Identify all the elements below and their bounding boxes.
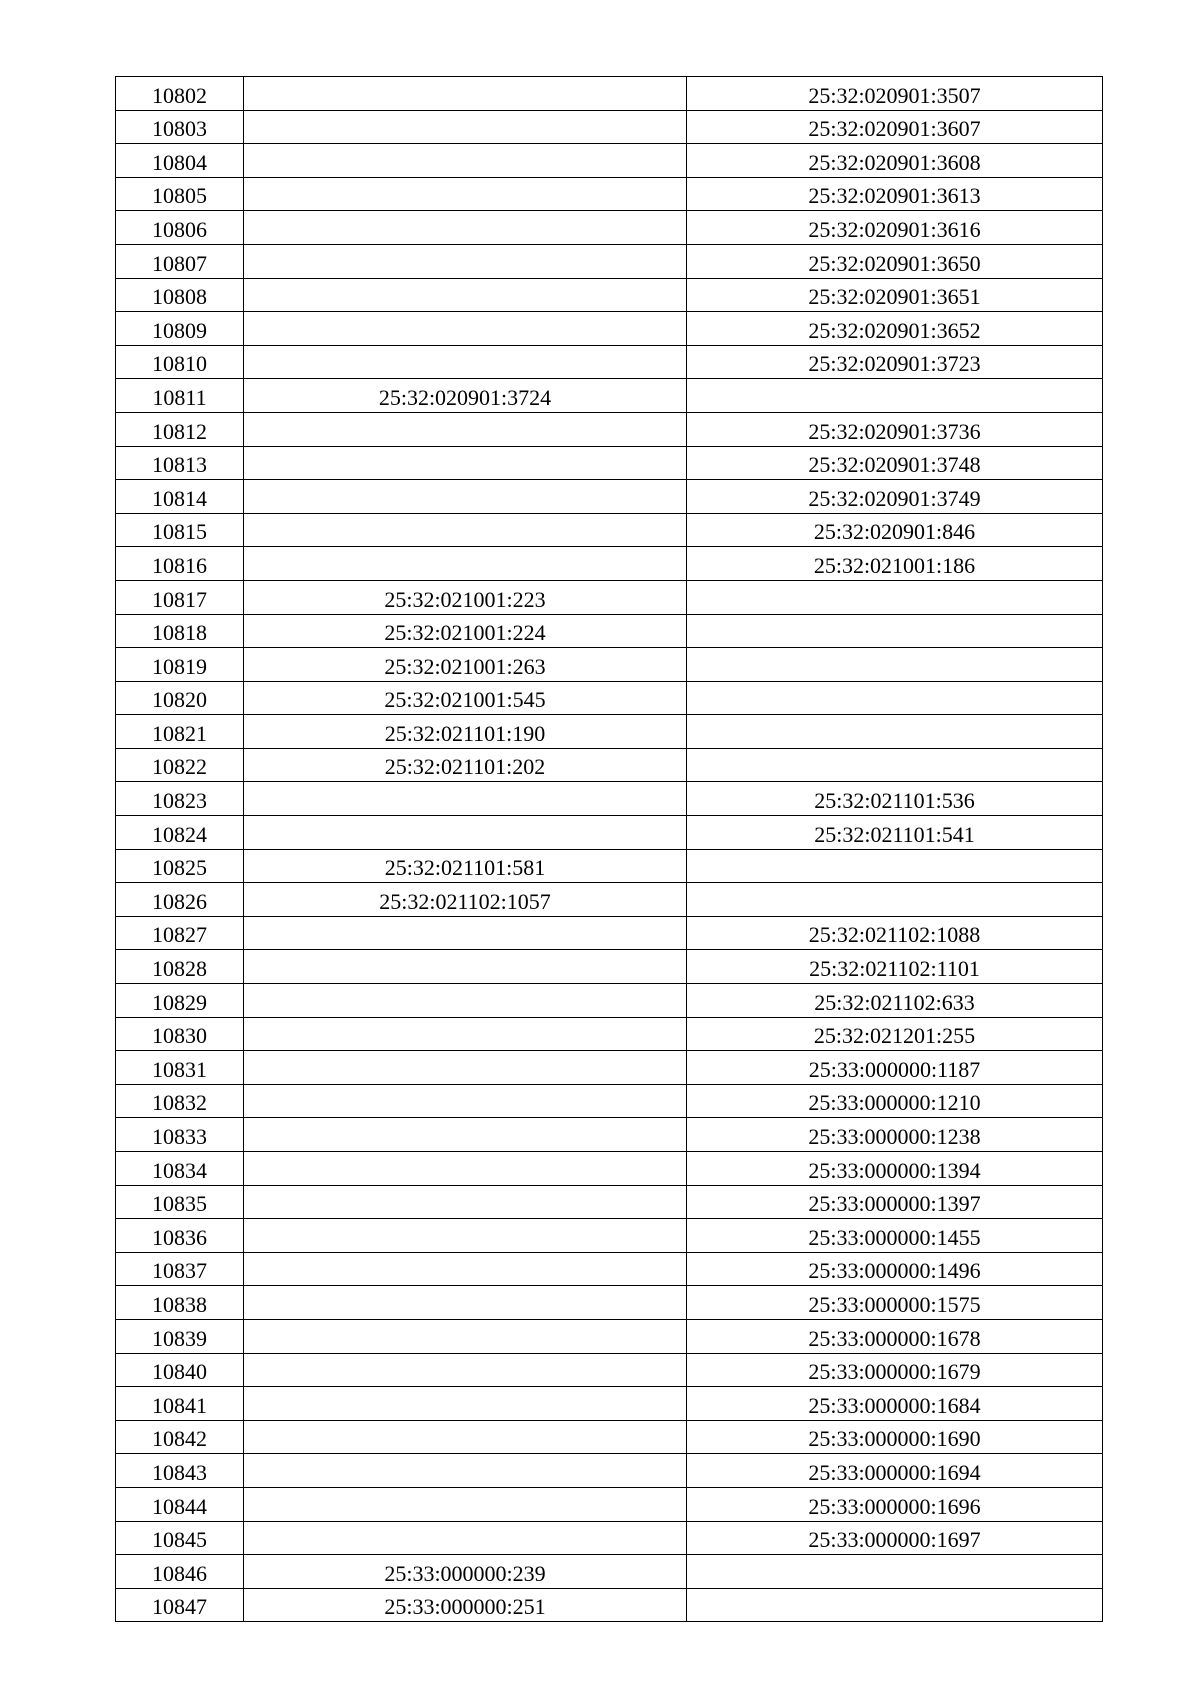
row-number-cell bbox=[116, 1487, 244, 1521]
cadastral-number-cell-col-b bbox=[687, 1118, 1103, 1152]
cadastral-number-cell-col-b-text: 25:32:021102:1101 bbox=[809, 956, 980, 982]
cadastral-number-cell-col-b-text: 25:32:021102:633 bbox=[814, 989, 975, 1015]
table-row bbox=[116, 1420, 1103, 1454]
cadastral-number-cell-col-b-text: 25:32:020901:3749 bbox=[808, 485, 981, 511]
cadastral-number-cell-col-a bbox=[244, 1454, 687, 1488]
cadastral-number-cell-col-a-text: 25:32:021001:545 bbox=[384, 687, 546, 713]
cadastral-number-cell-col-a bbox=[244, 1017, 687, 1051]
table-row bbox=[116, 748, 1103, 782]
cadastral-number-cell-col-a bbox=[244, 580, 687, 614]
row-number-cell-text: 10803 bbox=[152, 116, 207, 142]
cadastral-number-cell-col-b bbox=[687, 883, 1103, 917]
cadastral-number-cell-col-a bbox=[244, 1152, 687, 1186]
row-number-cell-text: 10844 bbox=[152, 1493, 207, 1519]
row-number-cell-text: 10823 bbox=[152, 788, 207, 814]
table-row bbox=[116, 782, 1103, 816]
cadastral-number-cell-col-b-text: 25:33:000000:1679 bbox=[808, 1359, 981, 1385]
row-number-cell bbox=[116, 782, 244, 816]
row-number-cell-text: 10835 bbox=[152, 1191, 207, 1217]
cadastral-number-cell-col-a bbox=[244, 1588, 687, 1622]
cadastral-number-cell-col-a-text: 25:32:021102:1057 bbox=[379, 888, 551, 914]
row-number-cell bbox=[116, 1017, 244, 1051]
row-number-cell bbox=[116, 513, 244, 547]
table-row bbox=[116, 446, 1103, 480]
row-number-cell bbox=[116, 950, 244, 984]
table-row bbox=[116, 1152, 1103, 1186]
row-number-cell-text: 10808 bbox=[152, 284, 207, 310]
cadastral-number-cell-col-b bbox=[687, 110, 1103, 144]
row-number-cell bbox=[116, 614, 244, 648]
cadastral-number-cell-col-b bbox=[687, 278, 1103, 312]
row-number-cell bbox=[116, 681, 244, 715]
cadastral-number-cell-col-b-text: 25:32:020901:3748 bbox=[808, 452, 981, 478]
row-number-cell bbox=[116, 1454, 244, 1488]
row-number-cell bbox=[116, 1051, 244, 1085]
cadastral-number-cell-col-b-text: 25:33:000000:1697 bbox=[808, 1527, 981, 1553]
table-row bbox=[116, 110, 1103, 144]
cadastral-number-cell-col-b-text: 25:32:020901:846 bbox=[813, 519, 976, 545]
row-number-cell bbox=[116, 715, 244, 749]
cadastral-number-cell-col-b bbox=[687, 446, 1103, 480]
cadastral-number-cell-col-b bbox=[687, 849, 1103, 883]
cadastral-number-cell-col-a bbox=[244, 782, 687, 816]
cadastral-number-cell-col-b bbox=[687, 648, 1103, 682]
cadastral-number-cell-col-b bbox=[687, 1387, 1103, 1421]
table-row bbox=[116, 1588, 1103, 1622]
cadastral-number-cell-col-a-text: 25:33:000000:239 bbox=[384, 1560, 546, 1586]
row-number-cell bbox=[116, 446, 244, 480]
table-row bbox=[116, 816, 1103, 850]
cadastral-number-cell-col-b-text: 25:32:020901:3507 bbox=[808, 82, 981, 108]
row-number-cell-text: 10805 bbox=[152, 183, 207, 209]
row-number-cell-text: 10810 bbox=[152, 351, 207, 377]
cadastral-number-cell-col-b-text: 25:32:020901:3616 bbox=[808, 216, 981, 242]
table-row bbox=[116, 916, 1103, 950]
cadastral-number-cell-col-b bbox=[687, 580, 1103, 614]
cadastral-number-cell-col-a bbox=[244, 681, 687, 715]
row-number-cell-text: 10829 bbox=[152, 989, 207, 1015]
cadastral-number-cell-col-b-text: 25:32:020901:3651 bbox=[808, 284, 981, 310]
row-number-cell-text: 10804 bbox=[152, 149, 207, 175]
cadastral-number-cell-col-b-text: 25:33:000000:1678 bbox=[808, 1325, 981, 1351]
cadastral-number-cell-col-a bbox=[244, 816, 687, 850]
cadastral-number-cell-col-b-text: 25:33:000000:1575 bbox=[808, 1291, 981, 1317]
table-row bbox=[116, 1319, 1103, 1353]
cadastral-number-cell-col-b bbox=[687, 312, 1103, 346]
row-number-cell-text: 10807 bbox=[152, 250, 207, 276]
row-number-cell bbox=[116, 916, 244, 950]
row-number-cell bbox=[116, 1319, 244, 1353]
cadastral-number-cell-col-b-text: 25:33:000000:1394 bbox=[808, 1157, 981, 1183]
cadastral-number-cell-col-b bbox=[687, 412, 1103, 446]
row-number-cell bbox=[116, 345, 244, 379]
table-row bbox=[116, 1185, 1103, 1219]
row-number-cell-text: 10817 bbox=[152, 586, 207, 612]
cadastral-number-cell-col-a bbox=[244, 177, 687, 211]
cadastral-number-cell-col-b bbox=[687, 1017, 1103, 1051]
row-number-cell-text: 10828 bbox=[152, 956, 207, 982]
row-number-cell-text: 10845 bbox=[152, 1527, 207, 1553]
cadastral-number-cell-col-a bbox=[244, 984, 687, 1018]
row-number-cell bbox=[116, 1185, 244, 1219]
table-row bbox=[116, 480, 1103, 514]
cadastral-number-cell-col-b-text: 25:33:000000:1210 bbox=[808, 1090, 981, 1116]
cadastral-number-cell-col-b bbox=[687, 1051, 1103, 1085]
cadastral-number-cell-col-b bbox=[687, 547, 1103, 581]
cadastral-number-cell-col-b bbox=[687, 345, 1103, 379]
table-row bbox=[116, 849, 1103, 883]
cadastral-number-cell-col-a-text: 25:32:021001:263 bbox=[384, 653, 546, 679]
cadastral-number-cell-col-a-text: 25:32:020901:3724 bbox=[378, 384, 552, 410]
row-number-cell-text: 10806 bbox=[152, 216, 207, 242]
row-number-cell bbox=[116, 1286, 244, 1320]
table-body bbox=[116, 77, 1103, 1622]
row-number-cell bbox=[116, 849, 244, 883]
row-number-cell bbox=[116, 144, 244, 178]
cadastral-number-cell-col-a bbox=[244, 244, 687, 278]
row-number-cell bbox=[116, 580, 244, 614]
row-number-cell-text: 10840 bbox=[152, 1359, 207, 1385]
row-number-cell-text: 10832 bbox=[152, 1090, 207, 1116]
row-number-cell-text: 10825 bbox=[152, 855, 207, 881]
cadastral-number-cell-col-a bbox=[244, 345, 687, 379]
table-row bbox=[116, 547, 1103, 581]
row-number-cell-text: 10830 bbox=[152, 1023, 207, 1049]
row-number-cell-text: 10841 bbox=[152, 1392, 207, 1418]
table-row bbox=[116, 144, 1103, 178]
cadastral-number-cell-col-a bbox=[244, 1252, 687, 1286]
cadastral-number-cell-col-b-text: 25:32:021101:536 bbox=[814, 788, 975, 814]
table-row bbox=[116, 648, 1103, 682]
cadastral-number-cell-col-b bbox=[687, 1252, 1103, 1286]
row-number-cell bbox=[116, 177, 244, 211]
cadastral-number-cell-col-a bbox=[244, 1487, 687, 1521]
cadastral-number-cell-col-a bbox=[244, 77, 687, 111]
row-number-cell bbox=[116, 1555, 244, 1589]
table-row bbox=[116, 1017, 1103, 1051]
table-row bbox=[116, 715, 1103, 749]
row-number-cell bbox=[116, 1118, 244, 1152]
row-number-cell-text: 10815 bbox=[152, 519, 207, 545]
cadastral-number-cell-col-a bbox=[244, 715, 687, 749]
cadastral-number-cell-col-b-text: 25:33:000000:1684 bbox=[808, 1392, 981, 1418]
row-number-cell bbox=[116, 816, 244, 850]
cadastral-number-cell-col-b bbox=[687, 244, 1103, 278]
cadastral-number-cell-col-b bbox=[687, 1152, 1103, 1186]
table-row bbox=[116, 1286, 1103, 1320]
cadastral-number-cell-col-b-text: 25:33:000000:1397 bbox=[808, 1191, 981, 1217]
table-row bbox=[116, 1454, 1103, 1488]
row-number-cell bbox=[116, 1420, 244, 1454]
row-number-cell-text: 10814 bbox=[152, 485, 207, 511]
table-row bbox=[116, 513, 1103, 547]
row-number-cell bbox=[116, 110, 244, 144]
cadastral-number-cell-col-a bbox=[244, 446, 687, 480]
row-number-cell-text: 10809 bbox=[152, 317, 207, 343]
cadastral-number-cell-col-b bbox=[687, 950, 1103, 984]
cadastral-number-cell-col-b bbox=[687, 1219, 1103, 1253]
table-row bbox=[116, 950, 1103, 984]
cadastral-number-cell-col-a bbox=[244, 1118, 687, 1152]
row-number-cell-text: 10827 bbox=[152, 922, 207, 948]
row-number-cell-text: 10822 bbox=[152, 754, 207, 780]
table-row bbox=[116, 984, 1103, 1018]
table-row bbox=[116, 681, 1103, 715]
cadastral-number-cell-col-b bbox=[687, 144, 1103, 178]
cadastral-number-cell-col-a bbox=[244, 1286, 687, 1320]
row-number-cell-text: 10816 bbox=[152, 552, 207, 578]
table-row bbox=[116, 883, 1103, 917]
cadastral-number-cell-col-b bbox=[687, 1185, 1103, 1219]
cadastral-number-cell-col-a bbox=[244, 1219, 687, 1253]
table-row bbox=[116, 379, 1103, 413]
cadastral-number-cell-col-b bbox=[687, 1521, 1103, 1555]
cadastral-number-cell-col-a-text: 25:32:021001:224 bbox=[384, 620, 546, 646]
cadastral-number-cell-col-b bbox=[687, 816, 1103, 850]
cadastral-number-cell-col-b bbox=[687, 1353, 1103, 1387]
cadastral-number-cell-col-a bbox=[244, 1185, 687, 1219]
row-number-cell bbox=[116, 984, 244, 1018]
row-number-cell-text: 10811 bbox=[152, 384, 207, 410]
cadastral-number-cell-col-b-text: 25:33:000000:1187 bbox=[808, 1056, 981, 1082]
table-row bbox=[116, 1084, 1103, 1118]
table-row bbox=[116, 211, 1103, 245]
cadastral-number-cell-col-a bbox=[244, 1420, 687, 1454]
cadastral-number-cell-col-a bbox=[244, 278, 687, 312]
cadastral-number-cell-col-b bbox=[687, 984, 1103, 1018]
row-number-cell-text: 10837 bbox=[152, 1258, 207, 1284]
cadastral-number-cell-col-a bbox=[244, 379, 687, 413]
cadastral-number-cell-col-a bbox=[244, 883, 687, 917]
cadastral-number-cell-col-b-text: 25:33:000000:1238 bbox=[808, 1124, 981, 1149]
cadastral-number-cell-col-a-text: 25:32:021101:581 bbox=[384, 855, 546, 881]
table-row bbox=[116, 1252, 1103, 1286]
cadastral-number-cell-col-b-text: 25:32:020901:3613 bbox=[808, 183, 981, 209]
cadastral-number-cell-col-a bbox=[244, 1521, 687, 1555]
cadastral-number-cell-col-a bbox=[244, 211, 687, 245]
row-number-cell-text: 10843 bbox=[152, 1459, 207, 1485]
row-number-cell bbox=[116, 1521, 244, 1555]
row-number-cell-text: 10836 bbox=[152, 1224, 207, 1250]
cadastral-number-cell-col-a bbox=[244, 480, 687, 514]
cadastral-number-cell-col-b-text: 25:32:020901:3652 bbox=[808, 317, 981, 343]
cadastral-number-cell-col-b bbox=[687, 1588, 1103, 1622]
cadastral-number-cell-col-b bbox=[687, 1420, 1103, 1454]
cadastral-number-cell-col-b bbox=[687, 480, 1103, 514]
cadastral-number-cell-col-b bbox=[687, 681, 1103, 715]
cadastral-number-cell-col-b-text: 25:32:020901:3608 bbox=[808, 149, 981, 175]
cadastral-number-cell-col-a bbox=[244, 144, 687, 178]
row-number-cell-text: 10831 bbox=[152, 1056, 207, 1082]
row-number-cell bbox=[116, 547, 244, 581]
row-number-cell-text: 10820 bbox=[152, 687, 207, 713]
table-row bbox=[116, 1521, 1103, 1555]
table-row bbox=[116, 614, 1103, 648]
table-row bbox=[116, 412, 1103, 446]
row-number-cell bbox=[116, 77, 244, 111]
cadastral-number-cell-col-a bbox=[244, 614, 687, 648]
cadastral-number-cell-col-b bbox=[687, 715, 1103, 749]
row-number-cell bbox=[116, 1219, 244, 1253]
cadastral-number-cell-col-b-text: 25:33:000000:1496 bbox=[808, 1258, 981, 1284]
cadastral-number-cell-col-a bbox=[244, 1084, 687, 1118]
cadastral-number-cell-col-a-text: 25:33:000000:251 bbox=[384, 1594, 546, 1620]
cadastral-number-cell-col-b-text: 25:33:000000:1455 bbox=[808, 1224, 981, 1250]
row-number-cell-text: 10834 bbox=[152, 1157, 207, 1183]
table-row bbox=[116, 345, 1103, 379]
row-number-cell-text: 10824 bbox=[152, 821, 207, 847]
cadastral-number-cell-col-a bbox=[244, 1555, 687, 1589]
row-number-cell-text: 10846 bbox=[152, 1560, 207, 1586]
cadastral-number-cell-col-a bbox=[244, 1353, 687, 1387]
row-number-cell bbox=[116, 1152, 244, 1186]
cadastral-number-cell-col-b bbox=[687, 1319, 1103, 1353]
row-number-cell bbox=[116, 1084, 244, 1118]
row-number-cell-text: 10839 bbox=[152, 1325, 207, 1351]
row-number-cell-text: 10838 bbox=[152, 1291, 207, 1317]
cadastral-number-cell-col-b-text: 25:32:021201:255 bbox=[813, 1023, 976, 1049]
table-row bbox=[116, 1353, 1103, 1387]
table-row bbox=[116, 1487, 1103, 1521]
row-number-cell-text: 10818 bbox=[152, 620, 207, 646]
cadastral-number-cell-col-a bbox=[244, 916, 687, 950]
cadastral-number-cell-col-b bbox=[687, 614, 1103, 648]
cadastral-number-cell-col-a bbox=[244, 312, 687, 346]
row-number-cell-text: 10826 bbox=[152, 888, 207, 914]
cadastral-number-cell-col-b bbox=[687, 177, 1103, 211]
table-row bbox=[116, 177, 1103, 211]
table-row bbox=[116, 77, 1103, 111]
row-number-cell-text: 10819 bbox=[152, 653, 207, 679]
row-number-cell-text: 10847 bbox=[152, 1594, 207, 1620]
cadastral-number-cell-col-b bbox=[687, 77, 1103, 111]
row-number-cell bbox=[116, 1588, 244, 1622]
cadastral-number-cell-col-b bbox=[687, 211, 1103, 245]
table-row bbox=[116, 580, 1103, 614]
table-row bbox=[116, 244, 1103, 278]
row-number-cell bbox=[116, 1353, 244, 1387]
cadastral-number-cell-col-a bbox=[244, 748, 687, 782]
cadastral-number-cell-col-b bbox=[687, 1286, 1103, 1320]
cadastral-number-cell-col-b bbox=[687, 1454, 1103, 1488]
row-number-cell bbox=[116, 883, 244, 917]
cadastral-number-cell-col-b bbox=[687, 1555, 1103, 1589]
table-row bbox=[116, 1219, 1103, 1253]
row-number-cell bbox=[116, 480, 244, 514]
cadastral-number-cell-col-b-text: 25:32:021001:186 bbox=[813, 552, 976, 578]
row-number-cell bbox=[116, 412, 244, 446]
cadastral-number-cell-col-b-text: 25:33:000000:1690 bbox=[808, 1426, 981, 1452]
cadastral-number-cell-col-a bbox=[244, 950, 687, 984]
row-number-cell bbox=[116, 312, 244, 346]
row-number-cell bbox=[116, 379, 244, 413]
table-row bbox=[116, 312, 1103, 346]
cadastral-number-cell-col-a-text: 25:32:021001:223 bbox=[384, 586, 546, 612]
row-number-cell-text: 10813 bbox=[152, 452, 207, 478]
row-number-cell-text: 10821 bbox=[152, 720, 207, 746]
cadastral-number-cell-col-b bbox=[687, 748, 1103, 782]
cadastral-number-cell-col-a bbox=[244, 648, 687, 682]
table-row bbox=[116, 1118, 1103, 1152]
table-row bbox=[116, 1555, 1103, 1589]
row-number-cell bbox=[116, 1387, 244, 1421]
row-number-cell bbox=[116, 648, 244, 682]
row-number-cell bbox=[116, 1252, 244, 1286]
row-number-cell bbox=[116, 244, 244, 278]
row-number-cell bbox=[116, 211, 244, 245]
cadastral-number-cell-col-a bbox=[244, 513, 687, 547]
cadastral-number-cell-col-a bbox=[244, 849, 687, 883]
cadastral-numbers-table bbox=[115, 76, 1103, 1622]
cadastral-number-cell-col-b bbox=[687, 513, 1103, 547]
cadastral-number-cell-col-b bbox=[687, 1487, 1103, 1521]
cadastral-number-cell-col-b-text: 25:33:000000:1696 bbox=[808, 1493, 981, 1519]
table-row bbox=[116, 1387, 1103, 1421]
cadastral-number-cell-col-b-text: 25:32:020901:3723 bbox=[808, 351, 981, 377]
cadastral-number-cell-col-a bbox=[244, 110, 687, 144]
cadastral-number-cell-col-a bbox=[244, 412, 687, 446]
cadastral-number-cell-col-b-text: 25:32:020901:3607 bbox=[808, 116, 981, 142]
cadastral-number-cell-col-b-text: 25:33:000000:1694 bbox=[808, 1459, 981, 1485]
row-number-cell-text: 10833 bbox=[152, 1124, 207, 1149]
row-number-cell bbox=[116, 748, 244, 782]
row-number-cell-text: 10842 bbox=[152, 1426, 207, 1452]
cadastral-number-cell-col-b bbox=[687, 782, 1103, 816]
cadastral-number-cell-col-b bbox=[687, 379, 1103, 413]
cadastral-number-cell-col-a-text: 25:32:021101:190 bbox=[384, 720, 546, 746]
cadastral-number-cell-col-b bbox=[687, 916, 1103, 950]
row-number-cell-text: 10812 bbox=[152, 418, 207, 444]
cadastral-number-cell-col-b-text: 25:32:021101:541 bbox=[814, 821, 975, 847]
cadastral-number-cell-col-b-text: 25:32:021102:1088 bbox=[808, 922, 981, 948]
row-number-cell bbox=[116, 278, 244, 312]
row-number-cell-text: 10802 bbox=[152, 82, 207, 108]
cadastral-number-cell-col-a-text: 25:32:021101:202 bbox=[384, 754, 546, 780]
cadastral-number-cell-col-a bbox=[244, 1387, 687, 1421]
cadastral-number-cell-col-a bbox=[244, 1319, 687, 1353]
table-row bbox=[116, 1051, 1103, 1085]
cadastral-number-cell-col-a bbox=[244, 547, 687, 581]
cadastral-number-cell-col-a bbox=[244, 1051, 687, 1085]
cadastral-number-cell-col-b bbox=[687, 1084, 1103, 1118]
cadastral-number-cell-col-b-text: 25:32:020901:3736 bbox=[808, 418, 981, 444]
cadastral-number-cell-col-b-text: 25:32:020901:3650 bbox=[808, 250, 981, 276]
table-row bbox=[116, 278, 1103, 312]
